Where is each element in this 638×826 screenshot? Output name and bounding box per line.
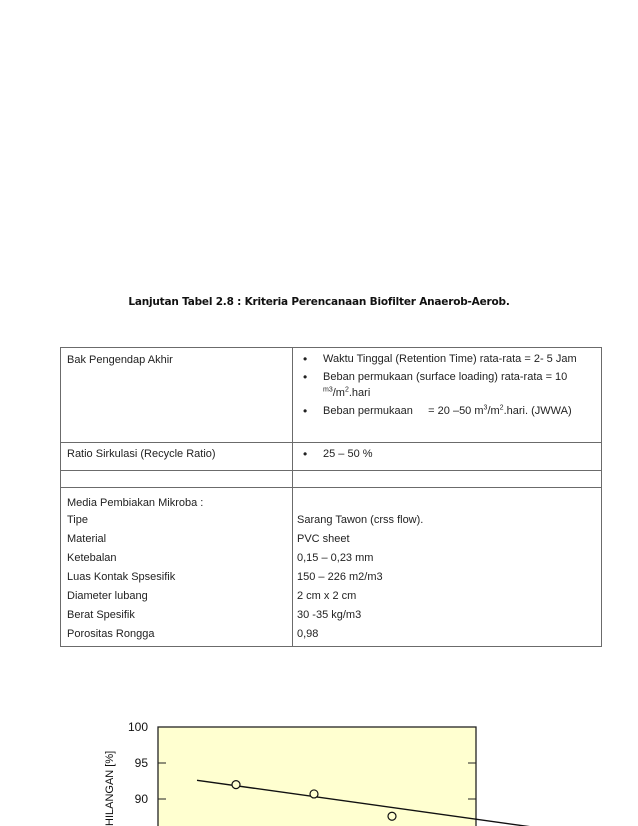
media-item-label: Luas Kontak Spsesifik — [67, 571, 176, 583]
bullet-text: Waktu Tinggal (Retention Time) rata-rata = 2- 5 Jam — [323, 353, 577, 365]
bullet-text: 25 – 50 % — [323, 448, 373, 460]
media-item-value: PVC sheet — [297, 533, 350, 545]
table-caption: Lanjutan Tabel 2.8 : Kriteria Perencanaan Biofilter Anaerob-Aerob. — [128, 296, 510, 308]
data-point — [388, 812, 396, 820]
y-tick-label: 90 — [134, 792, 148, 806]
media-item-label: Ketebalan — [67, 552, 117, 564]
media-item-label: Porositas Rongga — [67, 628, 155, 640]
bullet-text: /m — [332, 387, 345, 399]
superscript: 2 — [499, 404, 504, 412]
row-label: Bak Pengendap Akhir — [67, 354, 173, 366]
data-point — [232, 781, 240, 789]
y-tick-label: 95 — [134, 756, 148, 770]
superscript: 3 — [483, 404, 488, 412]
media-item-label: Tipe — [67, 514, 88, 526]
media-item-value: 0,15 – 0,23 mm — [297, 552, 374, 564]
media-item-label: Diameter lubang — [67, 590, 148, 602]
media-item-value: 2 cm x 2 cm — [297, 590, 357, 602]
data-point — [310, 790, 318, 798]
media-item-value: 30 -35 kg/m3 — [297, 609, 362, 621]
row-label: Ratio Sirkulasi (Recycle Ratio) — [67, 448, 216, 460]
media-heading: Media Pembiakan Mikroba : — [67, 497, 204, 509]
bullet-text: .hari — [348, 387, 371, 399]
bullet-text: Beban permukaan (surface loading) rata-rata = 10 — [323, 371, 568, 383]
plot-area — [158, 727, 476, 826]
media-item-value: 0,98 — [297, 628, 319, 640]
media-item-value: 150 – 226 m2/m3 — [297, 571, 383, 583]
media-item-value: Sarang Tawon (crss flow). — [297, 514, 424, 526]
y-axis-label: HILANGAN [%] — [104, 750, 116, 826]
media-item-label: Berat Spesifik — [67, 609, 135, 621]
media-item-label: Material — [67, 533, 107, 545]
bullet-text: Beban permukaan = 20 –50 m — [323, 405, 484, 417]
bullet-text: /m — [487, 405, 500, 417]
y-tick-label: 100 — [127, 720, 148, 734]
superscript: 2 — [344, 386, 349, 394]
bullet-text: .hari. (JWWA) — [503, 405, 572, 417]
superscript: m3 — [323, 386, 333, 394]
